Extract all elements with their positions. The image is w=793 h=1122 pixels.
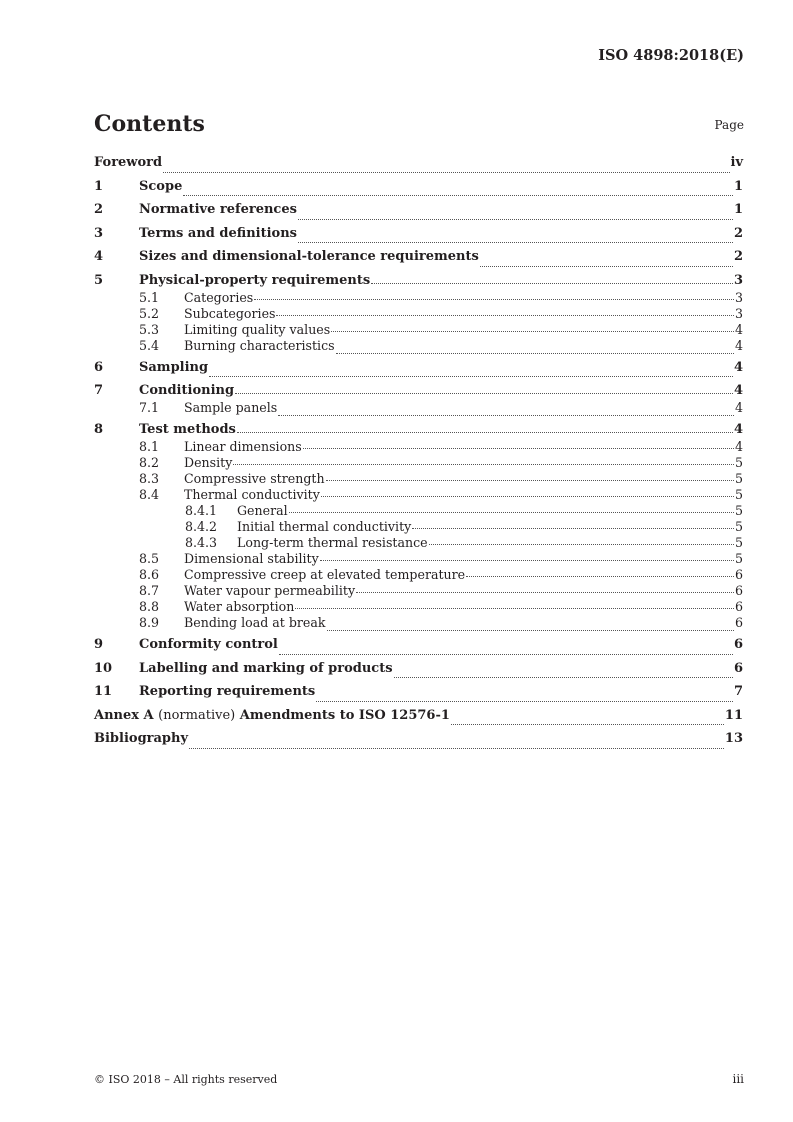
toc-entry-number: 9 bbox=[94, 637, 104, 652]
toc-entry-physical-property[interactable] bbox=[94, 273, 743, 290]
toc-entry-initial-thermal[interactable] bbox=[94, 519, 743, 535]
toc-entry-title: Linear dimensions bbox=[184, 439, 302, 454]
copyright-notice: © ISO 2018 – All rights reserved bbox=[94, 1073, 278, 1086]
toc-entry-number: 8.4.3 bbox=[185, 535, 218, 550]
leader-dots bbox=[316, 700, 733, 702]
toc-entry-limiting-quality[interactable] bbox=[94, 322, 743, 338]
toc-entry-density[interactable] bbox=[94, 455, 743, 471]
leader-dots bbox=[321, 495, 734, 497]
leader-dots bbox=[189, 747, 724, 749]
leader-dots bbox=[480, 265, 733, 267]
leader-dots bbox=[298, 218, 733, 220]
toc-entry-number: 5.2 bbox=[139, 305, 160, 321]
toc-entry-number: 8.6 bbox=[139, 567, 160, 582]
toc-entry-page: 5 bbox=[734, 487, 743, 502]
table-of-contents bbox=[94, 155, 743, 755]
toc-entry-number: 4 bbox=[94, 249, 104, 264]
toc-entry-sample-panels[interactable] bbox=[94, 400, 743, 422]
leader-dots bbox=[336, 352, 734, 354]
toc-entry-title: Thermal conductivity bbox=[184, 487, 320, 502]
toc-entry-page: 13 bbox=[724, 731, 743, 746]
toc-entry-title: Bending load at break bbox=[184, 615, 326, 630]
toc-entry-annex-a[interactable] bbox=[94, 708, 743, 732]
toc-entry-page: 6 bbox=[734, 615, 743, 630]
toc-entry-page: 5 bbox=[734, 471, 743, 486]
toc-entry-page: 11 bbox=[724, 707, 743, 723]
toc-entry-title: Test methods bbox=[139, 422, 236, 437]
toc-entry-number: 5.1 bbox=[139, 289, 160, 305]
toc-entry-title: Conformity control bbox=[139, 637, 278, 652]
toc-entry-water-vapour[interactable] bbox=[94, 583, 743, 599]
toc-entry-number: 8.3 bbox=[139, 471, 160, 486]
leader-dots bbox=[183, 194, 733, 196]
leader-dots bbox=[320, 559, 734, 561]
document-id: ISO 4898:2018(E) bbox=[598, 47, 744, 64]
toc-entry-number: 5.4 bbox=[139, 337, 160, 353]
toc-entry-number: 8.7 bbox=[139, 583, 160, 598]
toc-entry-conformity-control[interactable] bbox=[94, 637, 743, 661]
toc-entry-title: Subcategories bbox=[184, 305, 276, 321]
toc-entry-general[interactable] bbox=[94, 503, 743, 519]
toc-entry-page: 6 bbox=[734, 583, 743, 598]
toc-entry-number: 7.1 bbox=[139, 400, 160, 415]
toc-entry-page: 6 bbox=[733, 637, 743, 652]
toc-entry-terms-and-definitions[interactable] bbox=[94, 226, 743, 250]
toc-entry-title: Reporting requirements bbox=[139, 684, 316, 699]
toc-entry-linear-dimensions[interactable] bbox=[94, 439, 743, 455]
toc-entry-title: Long-term thermal resistance bbox=[237, 535, 428, 550]
annex-label: Annex A bbox=[94, 707, 154, 723]
toc-entry-number: 3 bbox=[94, 225, 104, 241]
toc-entry-number: 5 bbox=[94, 272, 104, 288]
toc-entry-title: Sampling bbox=[139, 359, 209, 375]
toc-entry-page: 4 bbox=[733, 383, 743, 398]
toc-entry-number: 1 bbox=[94, 178, 104, 194]
toc-entry-title: Foreword bbox=[94, 155, 163, 170]
toc-entry-page: 4 bbox=[734, 400, 743, 415]
toc-entry-bibliography[interactable] bbox=[94, 731, 743, 755]
toc-entry-number: 8.1 bbox=[139, 439, 160, 454]
toc-entry-test-methods[interactable] bbox=[94, 422, 743, 439]
toc-entry-title: Labelling and marking of products bbox=[139, 660, 393, 676]
toc-entry-title: Scope bbox=[139, 178, 183, 194]
page-number: iii bbox=[732, 1072, 744, 1086]
toc-entry-title: Water absorption bbox=[184, 599, 295, 614]
leader-dots bbox=[303, 447, 734, 449]
toc-entry-page: 5 bbox=[734, 551, 743, 566]
leader-dots bbox=[326, 479, 734, 481]
leader-dots bbox=[235, 392, 733, 394]
toc-entry-sampling[interactable] bbox=[94, 360, 743, 384]
annex-title: Amendments to ISO 12576-1 bbox=[239, 707, 450, 723]
toc-entry-thermal-conductivity[interactable] bbox=[94, 487, 743, 503]
toc-entry-title: Physical-property requirements bbox=[139, 272, 371, 288]
toc-entry-page: 2 bbox=[733, 249, 743, 264]
toc-entry-dimensional-stability[interactable] bbox=[94, 551, 743, 567]
leader-dots bbox=[278, 414, 734, 416]
toc-entry-title: Conditioning bbox=[139, 383, 235, 398]
toc-entry-page: 5 bbox=[734, 535, 743, 550]
leader-dots bbox=[394, 676, 733, 678]
toc-entry-bending-load[interactable] bbox=[94, 615, 743, 637]
toc-entry-page: 5 bbox=[734, 503, 743, 518]
toc-entry-subcategories[interactable] bbox=[94, 306, 743, 322]
toc-entry-title bbox=[94, 708, 450, 723]
toc-entry-number: 11 bbox=[94, 684, 113, 699]
toc-entry-title: Burning characteristics bbox=[184, 337, 335, 353]
toc-entry-foreword[interactable] bbox=[94, 155, 743, 179]
toc-entry-title: Normative references bbox=[139, 202, 297, 217]
toc-entry-number: 5.3 bbox=[139, 321, 160, 337]
toc-entry-number: 8 bbox=[94, 422, 104, 437]
toc-entry-compressive-strength[interactable] bbox=[94, 471, 743, 487]
leader-dots bbox=[298, 241, 733, 243]
toc-entry-title: Initial thermal conductivity bbox=[237, 519, 412, 534]
toc-entry-page: 1 bbox=[733, 202, 743, 217]
toc-entry-number: 8.4 bbox=[139, 487, 160, 502]
toc-entry-compressive-creep[interactable] bbox=[94, 567, 743, 583]
toc-entry-title: General bbox=[237, 503, 288, 518]
toc-entry-title: Terms and definitions bbox=[139, 225, 297, 241]
leader-dots bbox=[209, 375, 733, 377]
toc-entry-title: Water vapour permeability bbox=[184, 583, 356, 598]
toc-entry-normative-references[interactable] bbox=[94, 202, 743, 226]
toc-entry-page: 1 bbox=[733, 178, 743, 194]
toc-entry-conditioning[interactable] bbox=[94, 383, 743, 400]
toc-entry-page: 5 bbox=[734, 455, 743, 470]
leader-dots bbox=[327, 629, 734, 631]
leader-dots bbox=[289, 511, 734, 513]
toc-entry-page: 3 bbox=[733, 272, 743, 288]
page-column-label: Page bbox=[714, 118, 744, 132]
toc-entry-title: Density bbox=[184, 455, 233, 470]
toc-entry-title: Dimensional stability bbox=[184, 551, 319, 566]
toc-entry-page: 5 bbox=[734, 519, 743, 534]
leader-dots bbox=[237, 431, 733, 433]
leader-dots bbox=[466, 575, 734, 577]
toc-entry-page: 6 bbox=[734, 599, 743, 614]
toc-entry-title: Categories bbox=[184, 289, 254, 305]
toc-entry-number: 8.8 bbox=[139, 599, 160, 614]
toc-entry-number: 8.4.1 bbox=[185, 503, 218, 518]
toc-entry-title: Bibliography bbox=[94, 731, 189, 746]
annex-type: (normative) bbox=[158, 707, 236, 723]
toc-entry-number: 7 bbox=[94, 383, 104, 398]
toc-entry-page: iv bbox=[730, 155, 743, 170]
leader-dots bbox=[233, 463, 734, 465]
toc-entry-page: 4 bbox=[733, 422, 743, 437]
toc-entry-number: 8.5 bbox=[139, 551, 160, 566]
toc-entry-number: 6 bbox=[94, 359, 104, 375]
toc-entry-page: 6 bbox=[734, 567, 743, 582]
toc-entry-page: 6 bbox=[733, 660, 743, 676]
leader-dots bbox=[331, 330, 734, 332]
leader-dots bbox=[276, 314, 734, 316]
leader-dots bbox=[163, 171, 729, 173]
leader-dots bbox=[295, 607, 734, 609]
toc-entry-page: 3 bbox=[734, 289, 743, 305]
leader-dots bbox=[451, 723, 724, 725]
toc-entry-categories[interactable] bbox=[94, 290, 743, 306]
toc-entry-page: 4 bbox=[734, 337, 743, 353]
toc-entry-number: 8.4.2 bbox=[185, 519, 218, 534]
toc-entry-page: 4 bbox=[733, 359, 743, 375]
leader-dots bbox=[356, 591, 734, 593]
toc-entry-long-term-thermal[interactable] bbox=[94, 535, 743, 551]
toc-entry-water-absorption[interactable] bbox=[94, 599, 743, 615]
leader-dots bbox=[254, 298, 734, 300]
leader-dots bbox=[371, 282, 733, 284]
toc-entry-number: 2 bbox=[94, 202, 104, 217]
contents-title: Contents bbox=[94, 111, 205, 137]
toc-entry-reporting[interactable] bbox=[94, 684, 743, 708]
toc-entry-number: 10 bbox=[94, 660, 113, 676]
toc-entry-labelling[interactable] bbox=[94, 661, 743, 685]
leader-dots bbox=[429, 543, 734, 545]
toc-entry-page: 7 bbox=[733, 684, 743, 699]
toc-entry-page: 3 bbox=[734, 305, 743, 321]
toc-entry-number: 8.2 bbox=[139, 455, 160, 470]
leader-dots bbox=[279, 653, 733, 655]
toc-entry-burning[interactable] bbox=[94, 338, 743, 360]
toc-entry-title: Limiting quality values bbox=[184, 321, 331, 337]
toc-entry-page: 4 bbox=[734, 439, 743, 454]
toc-entry-page: 4 bbox=[734, 321, 743, 337]
toc-entry-title: Compressive creep at elevated temperature bbox=[184, 567, 466, 582]
leader-dots bbox=[412, 527, 734, 529]
toc-entry-page: 2 bbox=[733, 225, 743, 241]
toc-entry-title: Sizes and dimensional-tolerance requirements bbox=[139, 249, 479, 264]
toc-entry-sizes[interactable] bbox=[94, 249, 743, 273]
toc-entry-scope[interactable] bbox=[94, 179, 743, 203]
toc-entry-number: 8.9 bbox=[139, 615, 160, 630]
toc-entry-title: Compressive strength bbox=[184, 471, 325, 486]
toc-entry-title: Sample panels bbox=[184, 400, 278, 415]
